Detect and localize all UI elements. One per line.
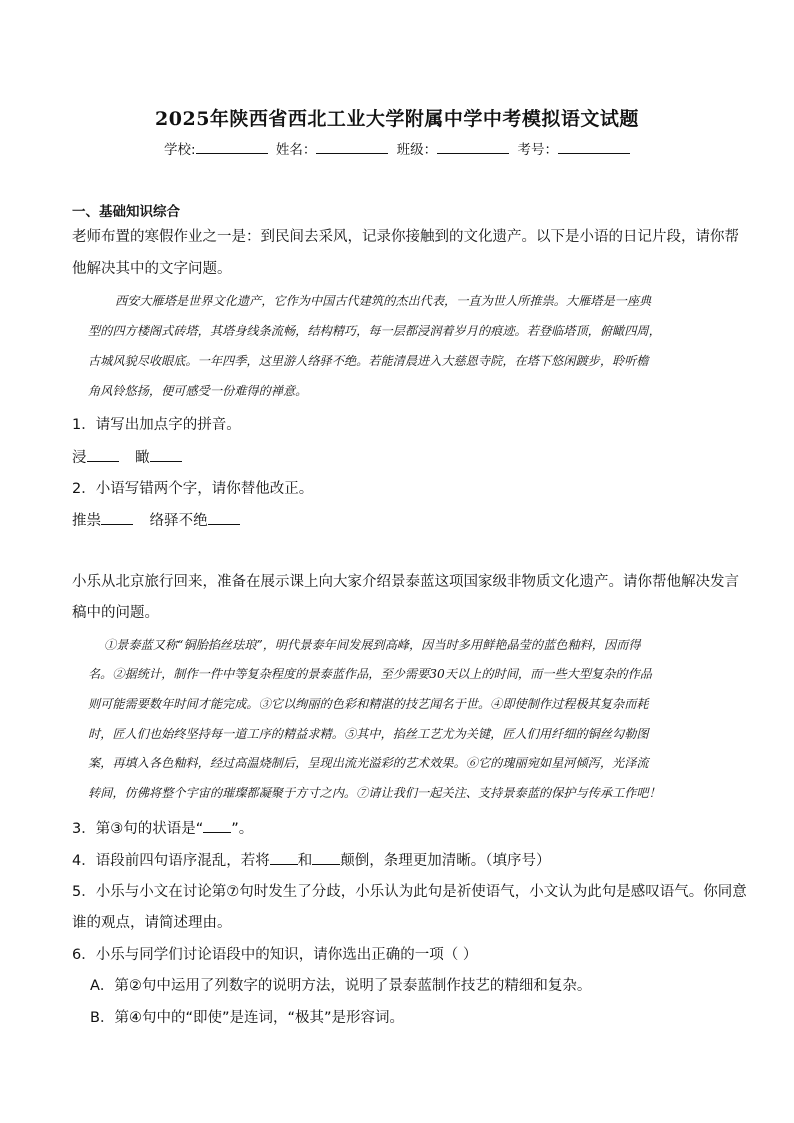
class-label: 班级： bbox=[396, 142, 438, 158]
diary-passage-line-3: 古城风貌尽收眼底。一年四季，这里游人络驿不绝。若能清晨进入大慈恩寺院，在塔下悠闲踱步，聆听檐 bbox=[88, 354, 649, 368]
speech-passage-line-2: 名。②据统计，制作一件中等复杂程度的景泰蓝作品，至少需要30天以上的时间，而一些大型复杂的作品 bbox=[88, 667, 652, 681]
exam-no-label: 考号： bbox=[517, 142, 558, 158]
section2-intro-line-1: 小乐从北京旅行回来，准备在展示课上向大家介绍景泰蓝这项国家级非物质文化遗产。请你帮他解决发言 bbox=[72, 574, 739, 590]
speech-passage-line-5: 案，再填入各色釉料，经过高温烧制后，呈现出流光溢彩的艺术效果。⑥它的瑰丽宛如星河倾泻，光泽流 bbox=[88, 756, 649, 770]
name-label: 姓名： bbox=[275, 142, 317, 158]
speech-passage-line-1: ①景泰蓝又称“铜胎掐丝珐琅”，明代景泰年间发展到高峰，因当时多用鲜艳晶莹的蓝色釉料，因而得 bbox=[104, 638, 641, 652]
student-info-row bbox=[0, 138, 794, 158]
diary-passage-line-2: 型的四方楼阁式砖塔，其塔身线条流畅，结构精巧，每一层都浸润着岁月的痕迹。若登临塔顶，俯瞰四周， bbox=[88, 324, 661, 338]
section2-intro-line-2: 稿中的问题。 bbox=[72, 605, 159, 621]
speech-passage-line-4: 时，匠人们也始终坚持每一道工序的精益求精。⑤其中，掐丝工艺尤为关键，匠人们用纤细的铜丝勾勒图 bbox=[88, 727, 649, 741]
q1-char-a: 浸 bbox=[72, 450, 87, 466]
q1-blank-a[interactable] bbox=[87, 447, 119, 462]
question-3 bbox=[72, 818, 732, 839]
diary-passage-line-1: 西安大雁塔是世界文化遗产，它作为中国古代建筑的杰出代表，一直为世人所推祟。大雁塔是一座典 bbox=[115, 294, 652, 308]
speech-passage-line-3: 则可能需要数年时间才能完成。③它以绚丽的色彩和精湛的技艺闻名于世。④即使制作过程极其复杂而耗 bbox=[88, 697, 649, 711]
section-heading: 一、基础知识综合 bbox=[72, 204, 180, 220]
speech-passage-line-6: 转间，仿佛将整个宇宙的璀璨都凝聚于方寸之内。⑦请让我们一起关注、支持景泰蓝的保护与传承工作吧！ bbox=[88, 786, 661, 800]
name-blank[interactable] bbox=[316, 141, 388, 154]
q4-suffix: 颠倒，条理更加清晰。（填序号） bbox=[340, 853, 551, 869]
question-2: 2．小语写错两个字，请你替他改正。 bbox=[72, 481, 314, 497]
section1-intro-line-1: 老师布置的寒假作业之一是：到民间去采风，记录你接触到的文化遗产。以下是小语的日记片段，请你帮 bbox=[72, 229, 739, 245]
question-5-line-1: 5．小乐与小文在讨论第⑦句时发生了分歧，小乐认为此句是祈使语气，小文认为此句是感叹语气。你同意 bbox=[72, 884, 747, 900]
option-b[interactable]: B．第④句中的“即使”是连词，“极其”是形容词。 bbox=[90, 1010, 404, 1026]
school-label: 学校: bbox=[164, 142, 196, 158]
q1-blank-b[interactable] bbox=[150, 447, 182, 462]
q4-blank-b[interactable] bbox=[312, 850, 340, 865]
page-title: 2025年陕西省西北工业大学附属中学中考模拟语文试题 bbox=[155, 108, 639, 130]
q2-blank-a[interactable] bbox=[101, 510, 133, 525]
exam-no-blank[interactable] bbox=[558, 141, 630, 154]
q4-blank-a[interactable] bbox=[270, 850, 298, 865]
q3-blank[interactable] bbox=[203, 818, 231, 833]
q1-char-b: 瞰 bbox=[135, 450, 150, 466]
question-2-answers bbox=[72, 510, 732, 531]
q2-word-b: 络驿不绝 bbox=[149, 513, 208, 529]
question-6: 6．小乐与同学们讨论语段中的知识，请你选出正确的一项（ ） bbox=[72, 947, 478, 963]
q3-prefix: 3．第③句的状语是“ bbox=[72, 821, 204, 837]
name-field bbox=[276, 138, 389, 158]
q2-blank-b[interactable] bbox=[208, 510, 240, 525]
q3-suffix: ”。 bbox=[231, 821, 254, 837]
school-blank[interactable] bbox=[196, 141, 268, 154]
q4-middle: 和 bbox=[297, 853, 313, 869]
diary-passage-line-4: 角风铃悠扬，便可感受一份难得的禅意。 bbox=[88, 384, 308, 398]
class-field bbox=[397, 138, 510, 158]
school-field bbox=[164, 138, 268, 158]
section1-intro-line-2: 他解决其中的文字问题。 bbox=[72, 261, 232, 277]
q4-prefix: 4．语段前四句语序混乱，若将 bbox=[72, 853, 270, 869]
q2-word-a: 推祟 bbox=[72, 513, 101, 529]
question-1-answers bbox=[72, 447, 732, 468]
class-blank[interactable] bbox=[437, 141, 509, 154]
question-5-line-2: 谁的观点，请简述理由。 bbox=[72, 915, 232, 931]
question-1: 1．请写出加点字的拼音。 bbox=[72, 417, 241, 433]
option-a[interactable]: A．第②句中运用了列数字的说明方法，说明了景泰蓝制作技艺的精细和复杂。 bbox=[90, 978, 592, 994]
exam-no-field bbox=[517, 138, 630, 158]
question-4 bbox=[72, 850, 732, 871]
